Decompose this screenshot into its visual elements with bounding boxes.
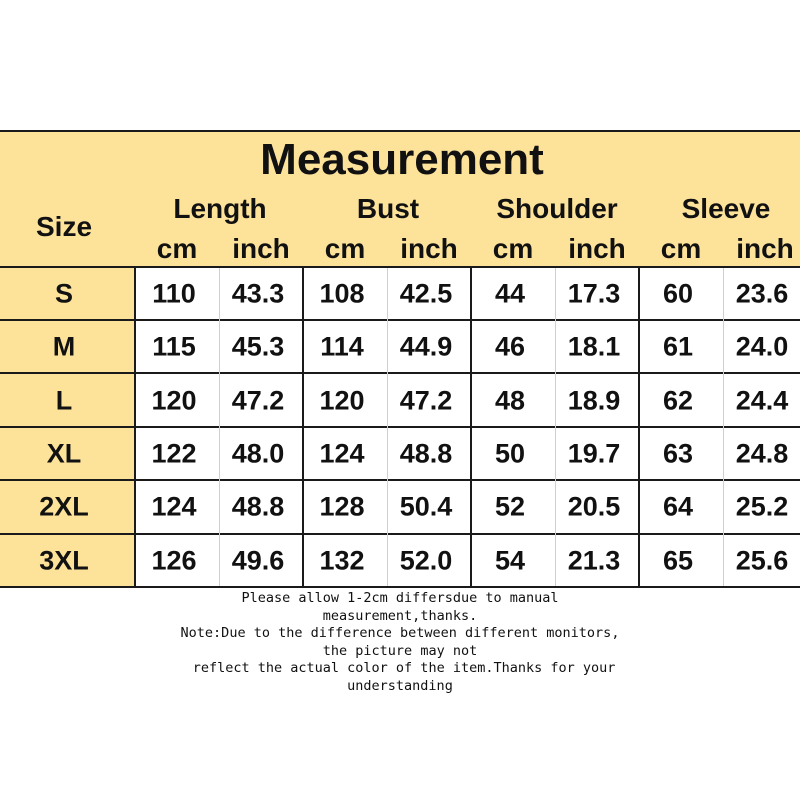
note-line: the picture may not [322, 642, 478, 659]
value-cell: 122 [151, 438, 197, 469]
table-border-bottom [0, 586, 800, 588]
column-divider [219, 268, 220, 586]
row-divider [0, 533, 800, 535]
table-border-top [0, 130, 800, 132]
value-cell: 128 [319, 491, 365, 522]
value-cell: 44 [494, 278, 526, 309]
value-cell: 50.4 [399, 491, 453, 522]
value-cell: 19.7 [567, 438, 621, 469]
value-cell: 24.4 [735, 385, 789, 415]
unit-header: cm [660, 233, 702, 264]
unit-header: cm [156, 233, 198, 264]
value-cell: 126 [151, 545, 197, 576]
unit-header: inch [400, 233, 458, 264]
value-cell: 124 [151, 491, 197, 522]
value-cell: 48.8 [231, 491, 285, 522]
note-line: measurement,thanks. [322, 607, 478, 624]
value-cell: 60 [662, 278, 694, 309]
row-divider [0, 479, 800, 481]
value-cell: 52.0 [399, 545, 453, 576]
row-divider [0, 319, 800, 321]
value-cell: 48.8 [399, 438, 453, 469]
note-line: reflect the actual color of the item.Thanks for your [184, 660, 616, 677]
value-cell: 46 [494, 331, 526, 362]
value-cell: 64 [662, 491, 694, 522]
value-cell: 48 [494, 385, 526, 415]
column-divider [134, 266, 136, 588]
note-line: understanding [347, 677, 453, 694]
value-cell: 47.2 [231, 385, 285, 415]
group-header-shoulder: Shoulder [496, 193, 618, 224]
size-cell: 3XL [39, 545, 89, 576]
column-divider [638, 266, 640, 588]
value-cell: 42.5 [399, 278, 453, 309]
measurement-note [0, 590, 800, 696]
group-header-length: Length [173, 193, 267, 224]
value-cell: 65 [662, 545, 694, 576]
value-cell: 18.9 [567, 385, 621, 415]
size-cell: L [55, 385, 73, 415]
size-chart-table [0, 130, 800, 588]
column-divider [723, 268, 724, 586]
value-cell: 114 [320, 331, 364, 362]
unit-header: inch [736, 233, 794, 264]
value-cell: 25.6 [735, 545, 789, 576]
value-cell: 45.3 [231, 331, 285, 362]
value-cell: 24.8 [735, 438, 789, 469]
value-cell: 47.2 [399, 385, 453, 415]
value-cell: 49.6 [231, 545, 285, 576]
column-divider [387, 268, 388, 586]
value-cell: 52 [494, 491, 526, 522]
value-cell: 24.0 [735, 331, 789, 362]
unit-header: inch [568, 233, 626, 264]
size-cell: M [52, 331, 76, 362]
value-cell: 124 [319, 438, 365, 469]
value-cell: 17.3 [567, 278, 621, 309]
unit-header: cm [492, 233, 534, 264]
column-divider [302, 266, 304, 588]
value-cell: 43.3 [231, 278, 285, 309]
value-cell: 54 [494, 545, 526, 576]
size-cell: 2XL [39, 491, 89, 522]
value-cell: 20.5 [567, 491, 621, 522]
value-cell: 120 [319, 385, 365, 415]
unit-header: cm [324, 233, 366, 264]
header-divider [0, 266, 800, 268]
size-header: Size [35, 211, 93, 242]
note-line: Please allow 1-2cm differsdue to manual [241, 590, 559, 606]
note-line: Note:Due to the difference between different monitors, [180, 625, 620, 642]
column-divider [470, 266, 472, 588]
value-cell: 44.9 [399, 331, 453, 362]
table-title: Measurement [260, 135, 544, 184]
value-cell: 108 [319, 278, 365, 309]
value-cell: 48.0 [231, 438, 285, 469]
value-cell: 115 [152, 331, 196, 362]
value-cell: 62 [662, 385, 694, 415]
value-cell: 63 [662, 438, 694, 469]
value-cell: 61 [662, 331, 694, 362]
value-cell: 50 [494, 438, 526, 469]
group-header-bust: Bust [356, 193, 420, 224]
group-header-sleeve: Sleeve [681, 193, 771, 224]
value-cell: 25.2 [735, 491, 789, 522]
value-cell: 23.6 [735, 278, 789, 309]
value-cell: 21.3 [567, 545, 621, 576]
row-divider [0, 372, 800, 374]
size-cell: S [54, 278, 74, 309]
row-divider [0, 426, 800, 428]
value-cell: 18.1 [567, 331, 621, 362]
size-cell: XL [46, 438, 82, 469]
value-cell: 132 [319, 545, 365, 576]
value-cell: 120 [151, 385, 197, 415]
value-cell: 110 [152, 278, 196, 309]
column-divider [555, 268, 556, 586]
unit-header: inch [232, 233, 290, 264]
